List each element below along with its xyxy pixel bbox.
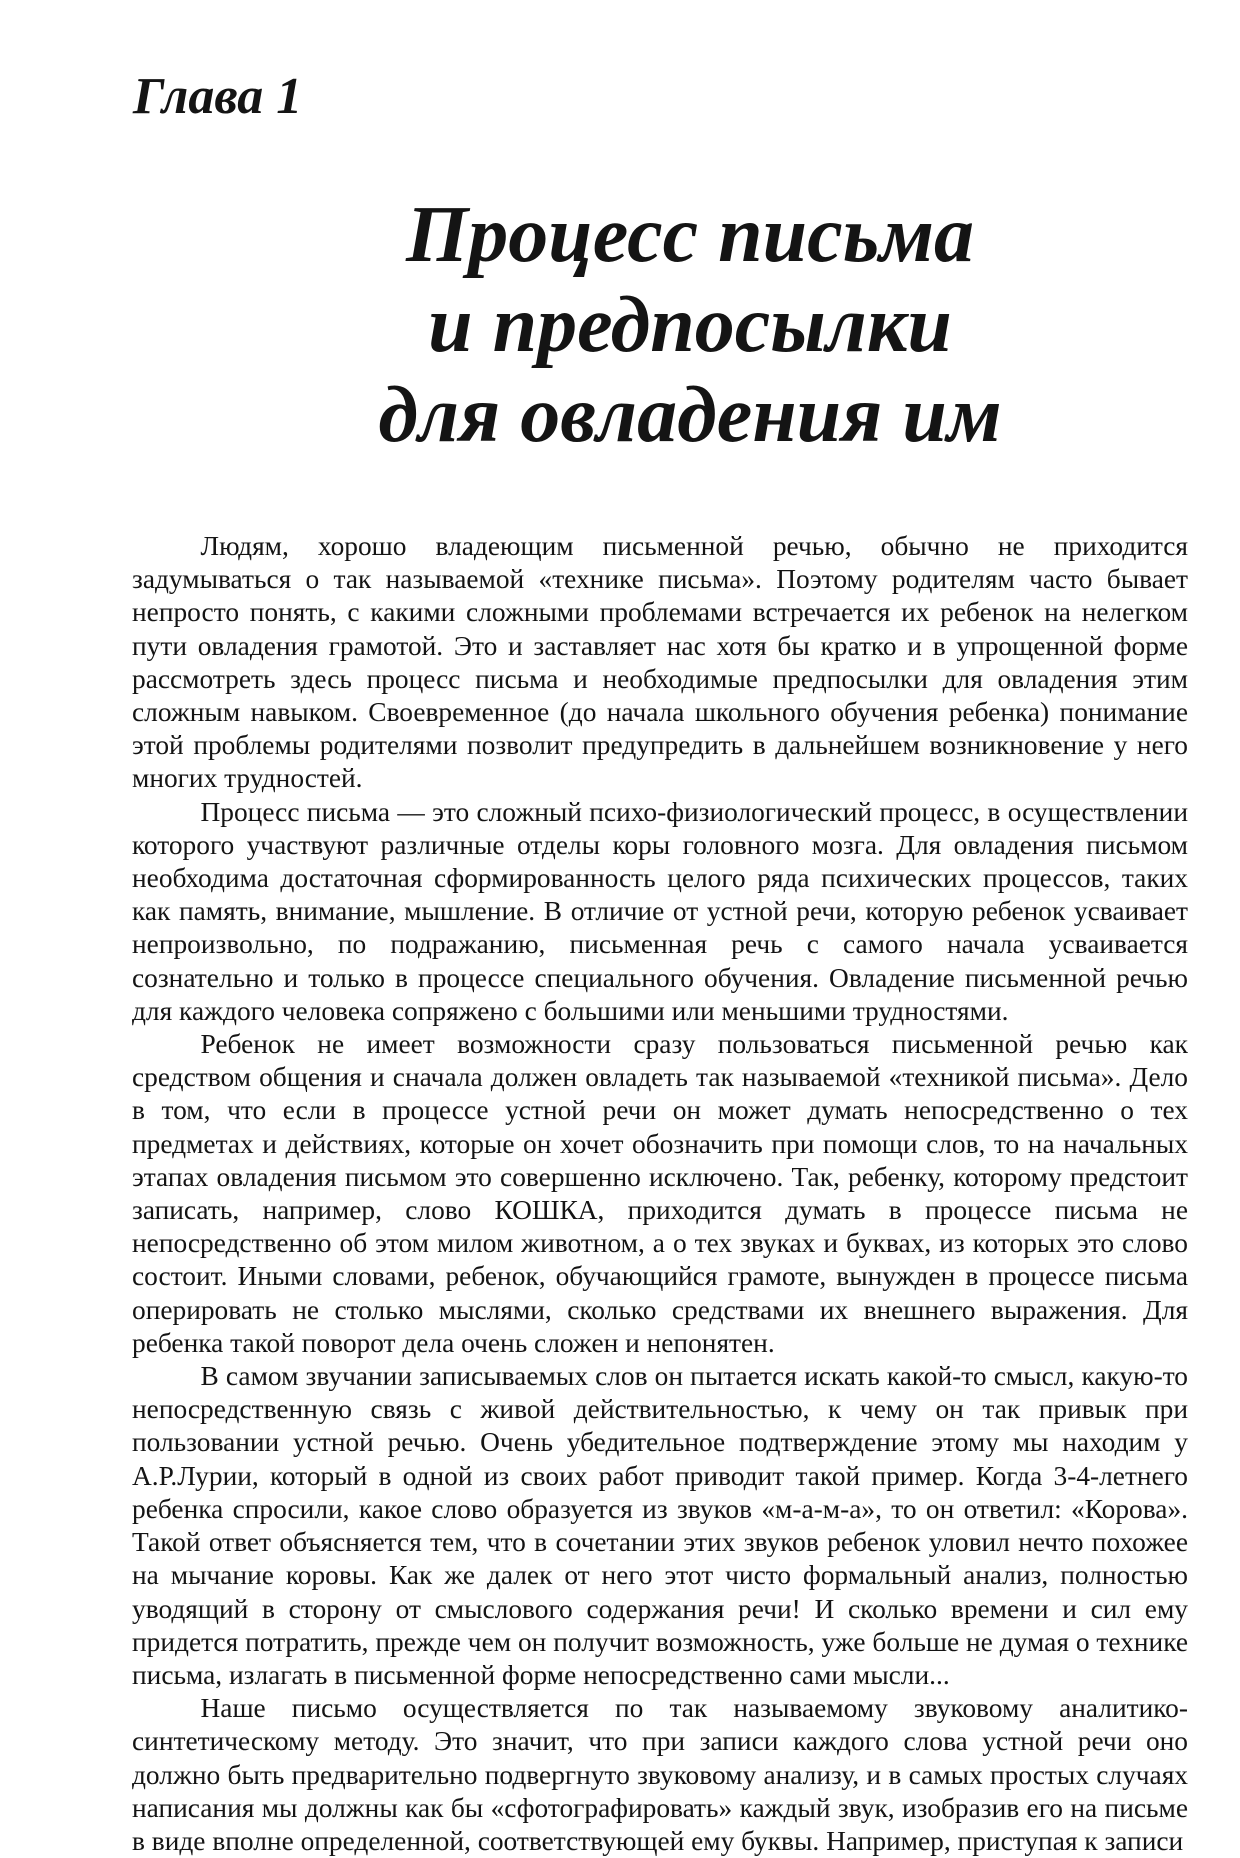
paragraph: Людям, хорошо владеющим письменной речью, обычно не приходится задумываться о так называемой «технике письма». Поэтому родителям часто бывает непросто понять, с какими сложными проблемами встречается их ребенок на нелегком пути овладения грамотой. Это и заставляет нас хотя бы кратко и в упрощенной форме рассмотреть здесь процесс письма и необходимые предпосылки для овладения этим сложным навыком. Своевременное (до начала школьного обучения ребенка) понимание этой проблемы родителями позволит предупредить в дальнейшем возникновение у него многих трудностей. xyxy=(132,531,1188,794)
paragraph: Ребенок не имеет возможности сразу пользоваться письменной речью как средством общения и сначала должен овладеть так называемой «техникой письма». Дело в том, что если в процессе устной речи он может думать непосредственно о тех предметах и действиях, которые он хочет обозначить при помощи слов, то на начальных этапах овладения письмом это совершенно исключено. Так, ребенку, которому предстоит записать, например, слово КОШКА, приходится думать в процессе письма не непосредственно об этом милом животном, а о тех звуках и буквах, из которых это слово состоит. Иными словами, ребенок, обучающийся грамоте, вынужден в процессе письма оперировать не столько мыслями, сколько средствами их внешнего выражения. Для ребенка такой поворот дела очень сложен и непонятен. xyxy=(132,1029,1188,1358)
body-text xyxy=(132,530,1188,1858)
chapter-title-line: и предпосылки xyxy=(428,281,952,369)
paragraph: Процесс письма — это сложный психо-физиологический процесс, в осуществлении которого участвуют различные отделы коры головного мозга. Для овладения письмом необходима достаточная сформированность целого ряда психических процессов, таких как память, внимание, мышление. В отличие от устной речи, которую ребенок усваивает непроизвольно, по подражанию, письменная речь с самого начала усваивается сознательно и только в процессе специального обучения. Овладение письменной речью для каждого человека сопряжено с большими или меньшими трудностями. xyxy=(132,796,1188,1026)
paragraph: В самом звучании записываемых слов он пытается искать какой-то смысл, какую-то непосредственную связь с живой действительностью, к чему он так привык при пользовании устной речью. Очень убедительное подтверждение этому мы находим у А.Р.Лурии, который в одной из своих работ приводит такой пример. Когда 3-4-летнего ребенка спросили, какое слово образуется из звуков «м-а-м-а», то он ответил: «Корова». Такой ответ объясняется тем, что в сочетании этих звуков ребенок уловил нечто похожее на мычание коровы. Как же далек от него этот чисто формальный анализ, полностью уводящий в сторону от смыслового содержания речи! И сколько времени и сил ему придется потратить, прежде чем он получит возможность, уже больше не думая о технике письма, излагать в письменной форме непосредственно сами мысли... xyxy=(132,1361,1188,1690)
chapter-label: Глава 1 xyxy=(133,68,303,125)
paragraph: Наше письмо осуществляется по так называемому звуковому аналитико-синтетическому методу. Это значит, что при записи каждого слова устной речи оно должно быть предварительно подвергнуто звуковому анализу, и в самых простых случаях написания мы должны как бы «сфотографировать» каждый звук, изобразив его на письме в виде вполне определенной, соответствующей ему буквы. Например, приступая к записи xyxy=(132,1693,1188,1856)
chapter-title-line: Процесс письма xyxy=(405,191,975,279)
chapter-title xyxy=(300,190,1080,460)
chapter-title-line: для овладения им xyxy=(378,371,1002,459)
